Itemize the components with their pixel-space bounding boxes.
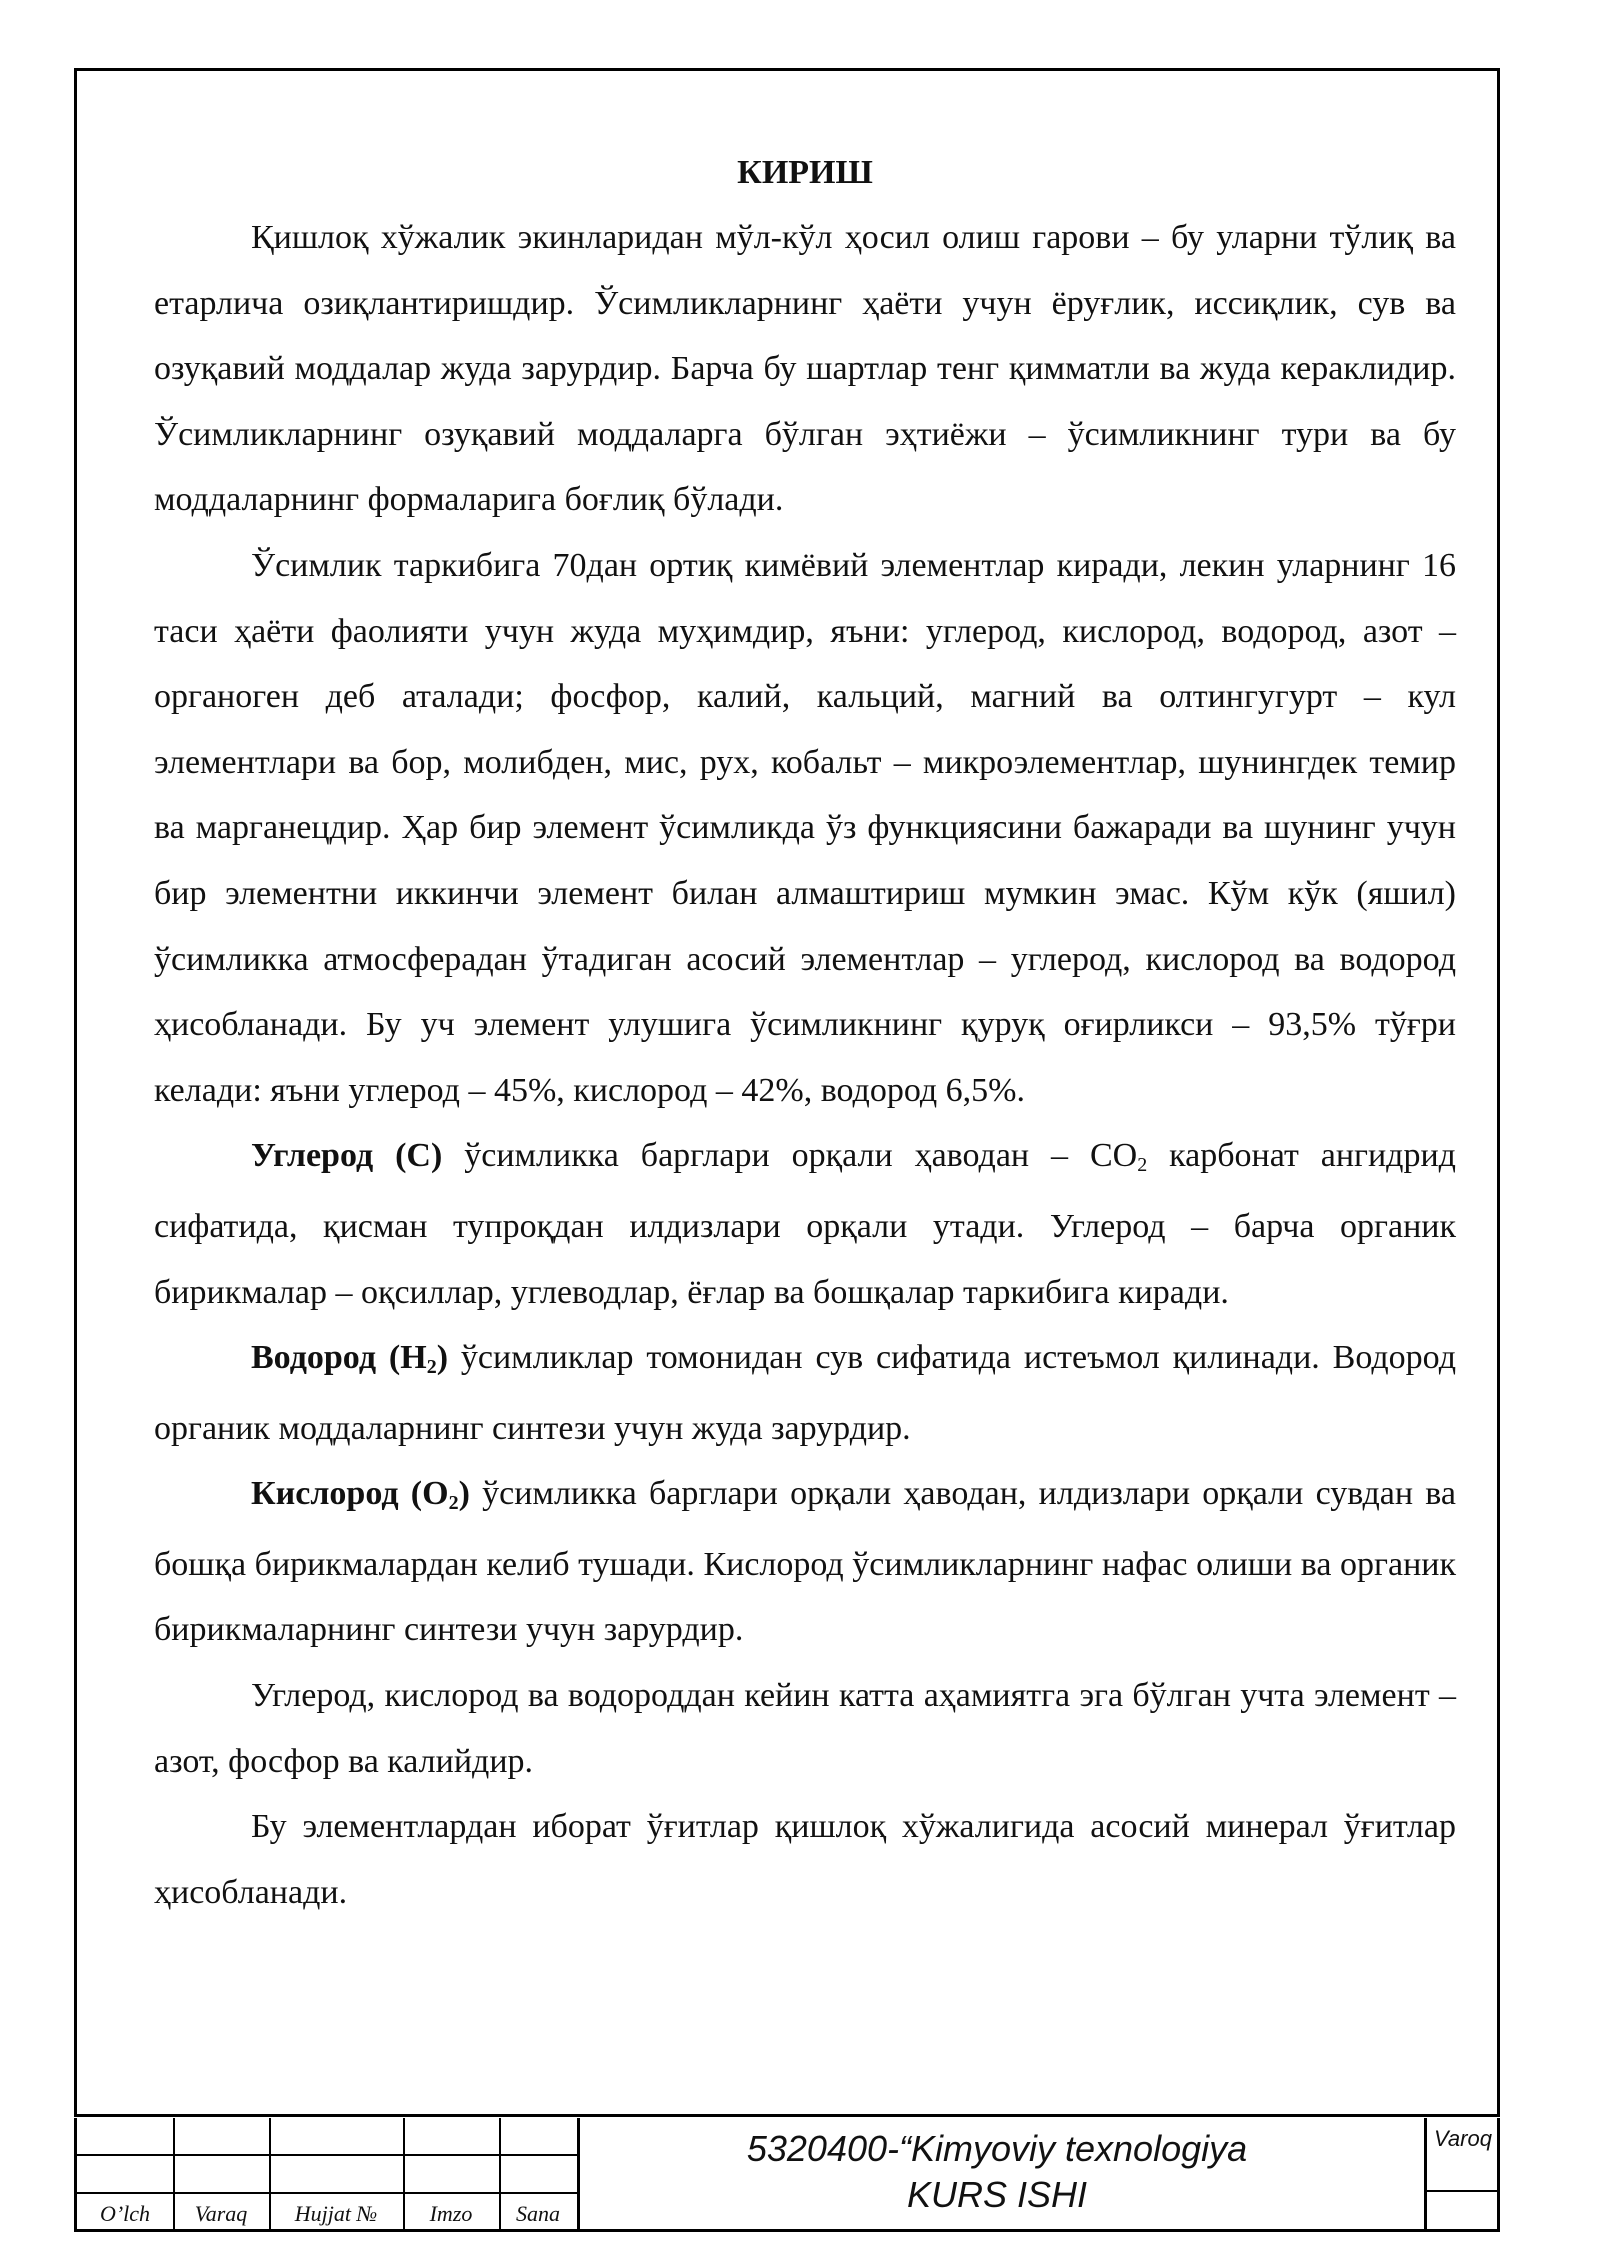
paragraph-7: [154, 1794, 1456, 1925]
paragraph-2: [154, 533, 1456, 1123]
stamp-col-varaq: Varaq: [194, 2201, 248, 2226]
stamp-col-imzo: Imzo: [429, 2201, 473, 2226]
stamp-row-line: [77, 2154, 577, 2156]
paragraph-7-text: Бу элементлардан иборат ўғитлар қишлоқ хўжалигида асосий минерал ўғитлар ҳисобланади.: [154, 1808, 1456, 1911]
oxygen-term: Кислород $(О_2)$: [251, 1475, 470, 1515]
paragraph-hydrogen: [154, 1325, 1456, 1461]
stamp-divider: [577, 2118, 580, 2229]
paragraph-1-text: Қишлоқ хўжалик экинларидан мўл-кўл ҳосил олиш гарови – бу уларни тўлиқ ва етарлича озиқлантиришдир. Ўсимликларнинг ҳаёти учун ёруғлик, иссиқлик, сув ва озуқавий моддалар жуда зарурдир. Барча бу шартлар тенг қимматли ва жуда кераклидир. Ўсимликларнинг озуқавий моддаларга бўлган эҳтиёжи – ўсимликнинг тури ва бу моддаларнинг формаларига боғлиқ бўлади.: [154, 219, 1456, 519]
hydrogen-term: Водород $(Н_2)$: [251, 1339, 449, 1379]
paragraph-2-text: Ўсимлик таркибига 70дан ортиқ кимёвий элементлар киради, лекин уларнинг 16 таси ҳаёти фаолияти учун жуда муҳимдир, яъни: углерод, кислород, водород, азот – органоген деб аталади; фосфор, калий, кальций, магний ва олтингугурт – кул элементлари ва бор, молибден, мис, рух, кобальт – микроэлементлар, шунингдек темир ва марганецдир. Ҳар бир элемент ўсимликда ўз функциясини бажаради ва шунинг учун бир элементни иккинчи элемент билан алмаштириш мумкин эмас. Кўм кўк (яшил) ўсимликка атмосферадан ўтадиган асосий элементлар – углерод, кислород ва водород ҳисобланади. Бу уч элемент улушига ўсимликнинг қуруқ оғирликси – 93,5% тўғри келади: яъни углерод – 45%, кислород – 42%, водород 6,5%.: [154, 546, 1456, 1109]
title-block-stamp: [74, 2118, 1500, 2232]
paragraph-oxygen: [154, 1461, 1456, 1663]
stamp-col-hujjat: Hujjat №: [294, 2201, 378, 2226]
stamp-col-olch: O’lch: [99, 2201, 151, 2226]
paragraph-carbon: [154, 1123, 1456, 1325]
oxygen-text: ўсимликка барглари орқали ҳаводан, илдизлари орқали сувдан ва бошқа бирикмалардан келиб тушади. Кислород ўсимликларнинг нафас олиши ва органик бирикмаларнинг синтези учун зарурдир.: [154, 1475, 1456, 1649]
paragraph-6: [154, 1663, 1456, 1794]
document-title: КИРИШ: [737, 154, 873, 191]
stamp-title: [717, 2126, 1277, 2218]
document-body: [154, 141, 1456, 1925]
carbon-text: карбонат ангидрид сифатида, қисман тупроқдан илдизлари орқали утади. Углерод – барча органик бирикмалар – оқсиллар, углеводлар, ёғлар ва бошқалар таркибига киради.: [154, 1137, 1456, 1311]
carbon-text-pre: ўсимликка барглари орқали ҳаводан – СО: [442, 1137, 1138, 1175]
stamp-title-line1: 5320400-“Kimyoviy texnologiya: [746, 2128, 1248, 2169]
stamp-col-sana: Sana: [516, 2201, 560, 2226]
stamp-sheet-label: Varoq: [1434, 2126, 1492, 2151]
paragraph-6-text: Углерод, кислород ва водороддан кейин катта аҳамиятга эга бўлган учта элемент – азот, фосфор ва калийдир.: [154, 1677, 1456, 1780]
hydrogen-text: ўсимликлар томонидан сув сифатида истеъмол қилинади. Водород органик моддаларнинг синтези учун жуда зарурдир.: [154, 1339, 1456, 1447]
stamp-row-line: [77, 2192, 577, 2194]
stamp-title-line2: KURS ISHI: [906, 2174, 1088, 2215]
co2-subscript: 2: [1137, 1154, 1148, 1177]
carbon-term: Углерод (С): [251, 1137, 443, 1175]
paragraph-1: [154, 205, 1456, 533]
stamp-row-line: [1424, 2190, 1500, 2192]
